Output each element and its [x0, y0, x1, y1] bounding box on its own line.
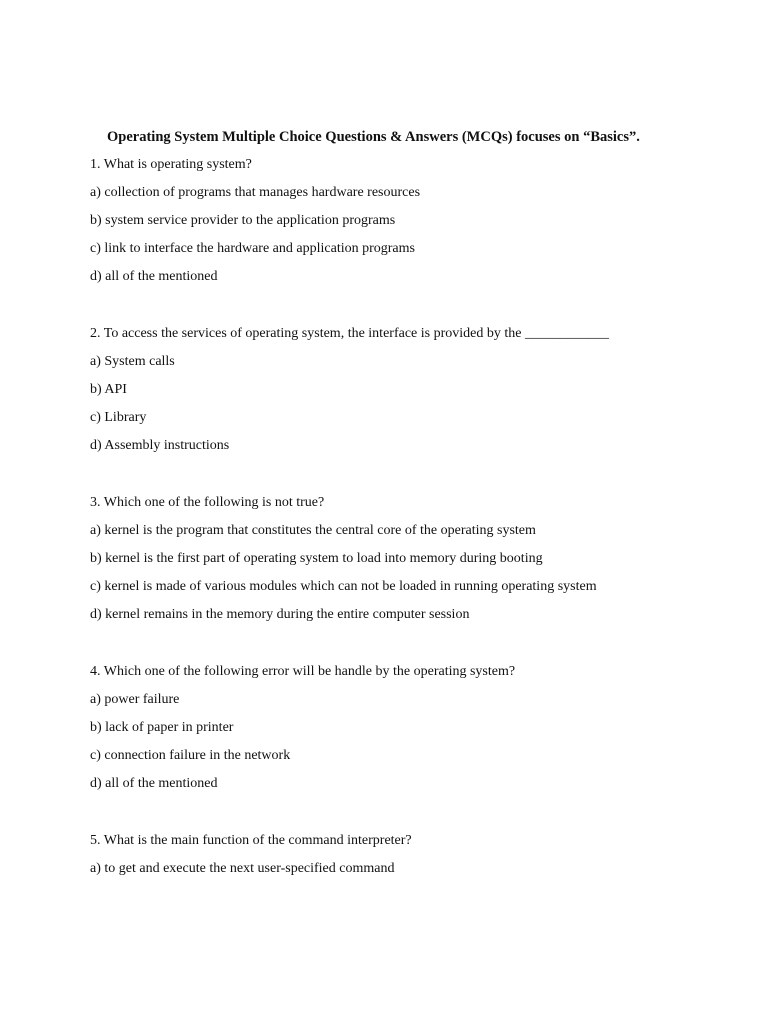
question-3-option-d: d) kernel remains in the memory during the entire computer session: [90, 607, 470, 622]
question-1-option-a: a) collection of programs that manages hardware resources: [90, 185, 421, 200]
document-title: Operating System Multiple Choice Questions & Answers (MCQs) focuses on “Basics”.: [107, 129, 640, 145]
question-4-text: 4. Which one of the following error will be handle by the operating system?: [90, 664, 516, 679]
question-2-option-d: d) Assembly instructions: [90, 438, 230, 453]
question-4-option-d: d) all of the mentioned: [90, 776, 218, 791]
question-2-option-c: c) Library: [90, 410, 147, 425]
question-4-option-a: a) power failure: [90, 692, 180, 707]
question-4-option-c: c) connection failure in the network: [90, 748, 291, 763]
question-4-option-b: b) lack of paper in printer: [90, 720, 234, 735]
question-3-text: 3. Which one of the following is not true?: [90, 495, 325, 510]
question-2-option-a: a) System calls: [90, 354, 175, 369]
question-3-option-a: a) kernel is the program that constitutes the central core of the operating system: [90, 523, 536, 538]
question-3-option-c: c) kernel is made of various modules which can not be loaded in running operating system: [90, 579, 597, 594]
question-5-option-a: a) to get and execute the next user-specified command: [90, 861, 395, 876]
question-5-text: 5. What is the main function of the command interpreter?: [90, 833, 412, 848]
question-2-text: 2. To access the services of operating system, the interface is provided by the ____________: [90, 326, 609, 341]
question-3-option-b: b) kernel is the first part of operating system to load into memory during booting: [90, 551, 543, 566]
question-1-option-c: c) link to interface the hardware and application programs: [90, 241, 415, 256]
question-1-text: 1. What is operating system?: [90, 157, 252, 172]
question-2-option-b: b) API: [90, 382, 127, 397]
question-1-option-d: d) all of the mentioned: [90, 269, 218, 284]
question-1-option-b: b) system service provider to the application programs: [90, 213, 396, 228]
